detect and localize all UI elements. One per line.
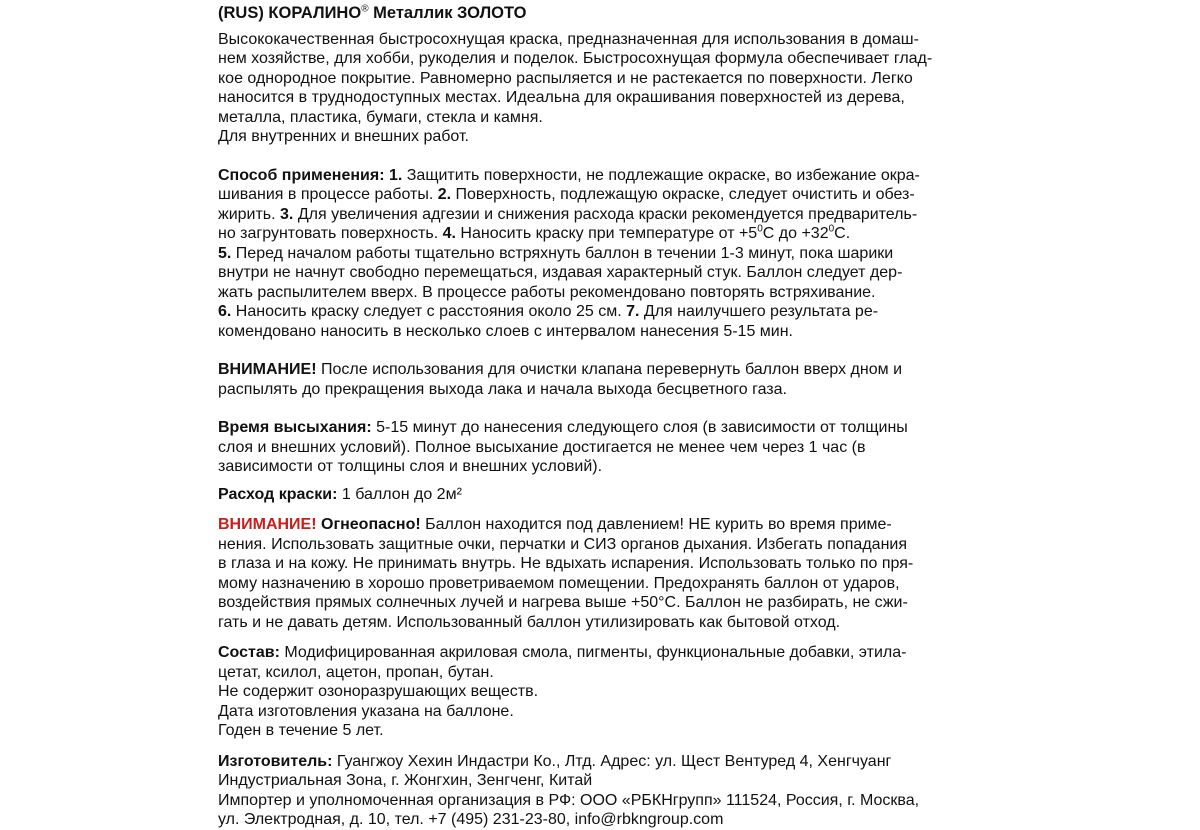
application-line (218, 224, 978, 244)
step-number: 1. (388, 166, 403, 184)
description-paragraph (218, 30, 978, 147)
consumption-heading: Расход краски: (218, 485, 338, 503)
fire-warning-section (218, 515, 978, 632)
composition-line: Годен в течение 5 лет. (218, 722, 384, 739)
degree-mark: 0 (828, 223, 835, 235)
step-text: С до +32 (762, 225, 829, 242)
attention-valve-section (218, 360, 978, 399)
manufacturer-line: Индустриальная Зона, г. Жонгхин, Зенгченг, Китай (218, 772, 593, 789)
application-line (218, 244, 978, 264)
attention-heading: ВНИМАНИЕ! (218, 361, 317, 378)
application-line: внутри не начнут свободно перемещаться, издавая характерный стук. Баллон следует дер- (218, 264, 903, 281)
consumption-section (218, 485, 978, 505)
warning-line: мому назначению в хорошо проветриваемом помещении. Предохранять баллон от ударов, (218, 574, 900, 592)
drying-text: 5-15 минут до нанесения следующего слоя (в зависимости от толщины (371, 419, 908, 436)
warning-line (218, 515, 978, 535)
attention-text: После использования для очистки клапана перевернуть баллон вверх дном и (316, 361, 902, 378)
importer-line: ул. Электродная, д. 10, тел. +7 (495) 231-23-80, info@rbkngroup.com (218, 811, 724, 828)
step-text: шивания в процессе работы. (218, 186, 438, 203)
drying-section (218, 418, 978, 477)
warning-line: нения. Использовать защитные очки, перчатки и СИЗ органов дыхания. Избегать попадания (218, 535, 907, 553)
warning-heading: ВНИМАНИЕ! (218, 516, 317, 533)
application-section (218, 166, 978, 342)
application-line (218, 205, 978, 225)
drying-line: зависимости от толщины слоя и внешних условий). (218, 458, 603, 475)
drying-heading: Время высыхания: (218, 419, 372, 436)
step-number: 5. (218, 244, 232, 262)
drying-line: слоя и внешних условий). Полное высыхание достигается не менее чем через 1 час (в (218, 438, 866, 456)
flammable-label: Огнеопасно! (316, 516, 421, 533)
product-title-variant: Металлик ЗОЛОТО (368, 4, 527, 22)
composition-line (218, 643, 978, 663)
application-line (218, 185, 978, 205)
product-title (218, 4, 978, 24)
description-line: металла, пластика, бумаги, стекла и камня. (218, 108, 543, 126)
step-text: но загрунтовать поверхность. (218, 225, 443, 242)
description-line: Для внутренних и внешних работ. (218, 128, 469, 145)
step-number: 2. (437, 186, 452, 203)
warning-line: в глаза и на кожу. Не принимать внутрь. Не вдыхать испарения. Использовать только по пря- (218, 555, 914, 572)
composition-line: Не содержит озоноразрушающих веществ. (218, 683, 539, 700)
warning-text: Баллон находится под давлением! НЕ курить во время приме- (420, 516, 892, 533)
application-line: комендовано наносить в несколько слоев с интервалом нанесения 5-15 мин. (218, 322, 793, 340)
degree-mark: 0 (757, 223, 763, 235)
manufacturer-section (218, 752, 978, 830)
composition-heading: Состав: (218, 644, 280, 661)
composition-line: Дата изготовления указана на баллоне. (218, 702, 514, 720)
composition-text: Модифицированная акриловая смола, пигменты, функциональные добавки, этила- (279, 644, 907, 661)
consumption-value: 1 баллон до 2м² (337, 485, 462, 503)
warning-line: воздействия прямых солнечных лучей и нагрева выше +50°С. Баллон не разбирать, не сжи- (218, 594, 908, 611)
attention-line (218, 360, 978, 380)
description-line: нем хозяйстве, для хобби, рукоделия и поделок. Быстросохнущая формула обеспечивает глад- (218, 50, 933, 67)
description-line: кое однородное покрытие. Равномерно распыляется и не растекается по поверхности. Легко (218, 69, 913, 87)
manufacturer-text: Гуангжоу Хехин Индастри Ко., Лтд. Адрес: ул. Щест Вентуред 4, Хенгчуанг (332, 752, 892, 770)
attention-line: распылять до прекращения выхода лака и начала выхода бесцветного газа. (218, 380, 787, 398)
step-text: Для увеличения адгезии и снижения расхода краски рекомендуется предваритель- (293, 205, 918, 223)
step-number: 7. (626, 303, 640, 320)
application-line (218, 166, 978, 186)
product-title-name: (RUS) КОРАЛИНО (218, 4, 362, 22)
product-label-document (218, 4, 978, 830)
description-line: наносится в труднодоступных местах. Идеальна для окрашивания поверхностей из дерева, (218, 89, 905, 106)
step-number: 3. (280, 205, 294, 223)
importer-line: Импортер и уполномоченная организация в РФ: ООО «РБКНгрупп» 111524, Россия, г. Москва, (218, 791, 920, 809)
consumption-line (218, 485, 978, 505)
application-heading: Способ применения: (218, 166, 385, 184)
composition-section (218, 643, 978, 741)
registered-mark: ® (361, 3, 369, 15)
step-number: 4. (442, 225, 456, 242)
application-line: жать распылителем вверх. В процессе работы рекомендовано повторять встряхивание. (218, 283, 876, 301)
step-text: Поверхность, подлежащую окраске, следует очистить и обез- (451, 186, 915, 203)
application-line (218, 302, 978, 322)
manufacturer-line (218, 752, 978, 772)
drying-line (218, 418, 978, 438)
description-line: Высококачественная быстросохнущая краска, предназначенная для использования в домаш- (218, 30, 919, 48)
manufacturer-heading: Изготовитель: (218, 752, 333, 770)
step-text: Наносить краску при температуре от +5 (455, 225, 758, 242)
composition-line: цетат, ксилол, ацетон, пропан, бутан. (218, 663, 494, 681)
step-text: жирить. (218, 205, 281, 223)
step-text: Перед началом работы тщательно встряхнуть баллон в течении 1-3 минут, пока шарики (231, 244, 894, 262)
step-text: Защитить поверхности, не подлежащие окраске, во избежание окра- (402, 166, 920, 184)
step-text: Для наилучшего результата ре- (639, 303, 879, 320)
step-number: 6. (218, 303, 232, 320)
warning-line: гать и не давать детям. Использованный баллон утилизировать как бытовой отход. (218, 613, 841, 631)
step-text: С. (834, 225, 851, 242)
step-text: Наносить краску следует с расстояния около 25 см. (231, 303, 627, 320)
